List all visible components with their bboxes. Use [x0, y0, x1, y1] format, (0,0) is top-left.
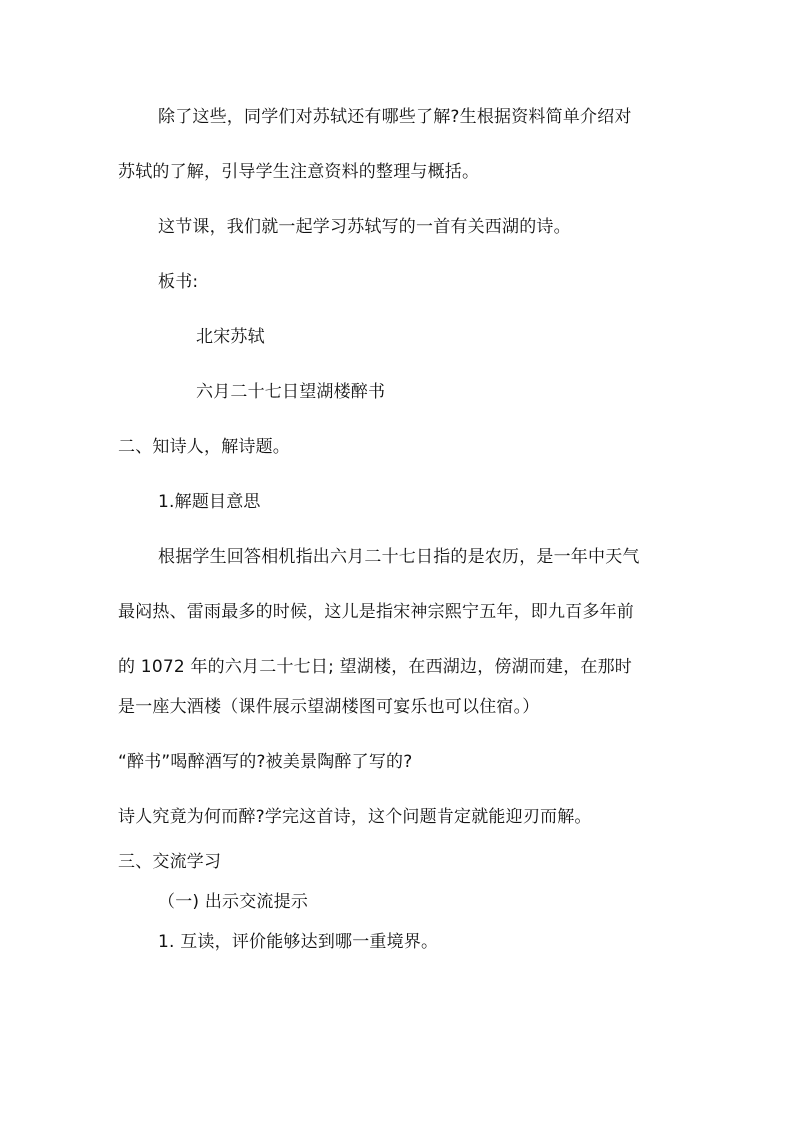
board-heading: 板书: — [158, 272, 199, 292]
section-heading: 三、交流学习 — [118, 852, 222, 872]
paragraph-line: 除了这些，同学们对苏轼还有哪些了解?生根据资料简单介绍对 — [158, 107, 632, 127]
board-title: 六月二十七日望湖楼醉书 — [196, 382, 386, 402]
paragraph-line: 最闷热、雷雨最多的时候，这儿是指宋神宗熙宁五年，即九百多年前 — [118, 602, 634, 622]
subsection-heading: 1.解题目意思 — [158, 492, 261, 512]
list-item: 1. 互读，评价能够达到哪一重境界。 — [158, 932, 439, 952]
paragraph-line: 的 1072 年的六月二十七日; 望湖楼，在西湖边，傍湖而建，在那时 — [118, 657, 633, 677]
paragraph-line: 是一座大酒楼（课件展示望湖楼图可宴乐也可以住宿。） — [118, 697, 540, 717]
paragraph-line: 根据学生回答相机指出六月二十七日指的是农历，是一年中天气 — [158, 547, 640, 567]
board-author: 北宋苏轼 — [196, 327, 265, 347]
section-heading: 二、知诗人，解诗题。 — [118, 437, 290, 457]
paragraph-line: “醉书”喝醉酒写的?被美景陶醉了写的? — [118, 752, 413, 772]
paragraph-line: 这节课，我们就一起学习苏轼写的一首有关西湖的诗。 — [158, 217, 571, 237]
paragraph-line: 苏轼的了解，引导学生注意资料的整理与概括。 — [118, 162, 480, 182]
subsection-heading: （一) 出示交流提示 — [158, 892, 309, 912]
paragraph-line: 诗人究竟为何而醉?学完这首诗，这个问题肯定就能迎刃而解。 — [118, 807, 592, 827]
